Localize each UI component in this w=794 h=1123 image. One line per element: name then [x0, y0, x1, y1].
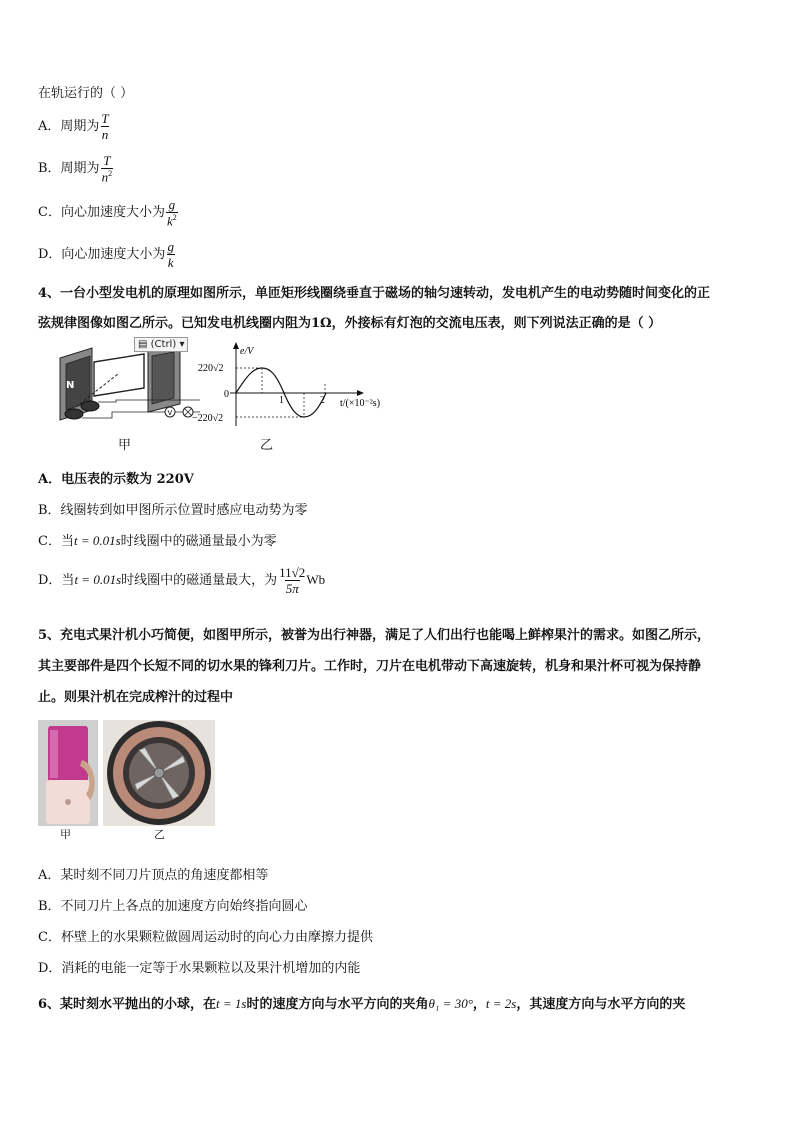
option-label: A．周期为: [38, 119, 100, 134]
generator-diagram: [52, 340, 200, 428]
emf-graph: [190, 340, 400, 430]
photo-caption: 乙: [154, 828, 165, 841]
q5-stem-line3: 止。则果汁机在完成榨汁的过程中: [38, 690, 234, 705]
q4-stem-line2: 弦规律图像如图乙所示。已知发电机线圈内阻为1Ω，外接标有灯泡的交流电压表，则下列说法正确的是（ ）: [38, 316, 662, 331]
q6-stem-line1: 6、某时刻水平抛出的小球，在t = 1s时的速度方向与水平方向的夹角θ₁ = 30°，t = 2s，其速度方向与水平方向的夹: [38, 996, 686, 1012]
x-tick-2: 2: [320, 395, 325, 406]
math-expression: t = 1s: [216, 996, 247, 1011]
origin-label: 0: [224, 389, 229, 400]
option-label: D．向心加速度大小为: [38, 247, 166, 262]
fraction: $\frac{g}{k}$: [167, 239, 174, 270]
x-tick-1: 1: [279, 395, 284, 406]
figure-caption: 乙: [260, 438, 274, 453]
q3-tail: 在轨运行的（ ）: [38, 86, 134, 101]
q4-option-b: B．线圈转到如甲图所示位置时感应电动势为零: [38, 503, 308, 518]
clipboard-icon: ▤: [138, 339, 148, 350]
q4-option-a: A．电压表的示数为 220V: [38, 472, 194, 487]
q4-option-d: D．当t = 0.01s时线圈中的磁通量最大，为 $\frac{11√2}{5\pi}$ Wb: [38, 565, 326, 596]
q3-option-c: [38, 198, 178, 227]
figure-caption: 甲: [118, 438, 132, 453]
option-label: B．周期为: [38, 161, 100, 177]
q5-option-b: B．不同刀片上各点的加速度方向始终指向圆心: [38, 899, 308, 914]
q5-option-a: A．某时刻不同刀片顶点的角速度都相等: [38, 868, 269, 883]
fraction: $\frac{g}{k^2}$: [166, 197, 177, 229]
svg-text:V: V: [167, 409, 173, 417]
photo-caption: 甲: [60, 828, 71, 841]
y-axis-label: e/V: [240, 346, 254, 357]
q3-option-d: [38, 240, 175, 269]
y-tick-max: 220√2: [198, 363, 224, 374]
fraction: $\frac{T}{n}$: [101, 111, 109, 142]
paste-options-tag[interactable]: ▤ (Ctrl) ▾: [134, 337, 188, 352]
q5-option-d: D．消耗的电能一定等于水果颗粒以及果汁机增加的内能: [38, 961, 361, 976]
coil: [94, 354, 144, 396]
math-expression: t = 0.01s: [74, 572, 122, 587]
q3-option-a: [38, 112, 110, 141]
blade-photo: [103, 720, 215, 826]
math-expression: t = 2s: [485, 996, 517, 1011]
fraction: $\frac{11√2}{5\pi}$: [279, 565, 306, 596]
y-tick-min: −220√2: [192, 413, 224, 424]
fraction: $\frac{T}{n^2}$: [101, 153, 113, 185]
magnet-label: N: [66, 380, 75, 391]
q5-stem-line1: 5、充电式果汁机小巧简便，如图甲所示，被誉为出行神器，满足了人们出行也能喝上鲜榨果汁的需求。如图乙所示，: [38, 628, 711, 643]
math-expression: t = 0.01s: [73, 533, 121, 548]
q5-stem-line2: 其主要部件是四个长短不同的切水果的锋利刀片。工作时，刀片在电机带动下高速旋转，机身和果汁杯可视为保持静: [38, 659, 702, 674]
juicer-photo: [38, 720, 98, 826]
option-label: C．向心加速度大小为: [38, 205, 165, 221]
math-expression: θ₁ = 30°: [428, 996, 473, 1011]
q4-stem-line1: 4、一台小型发电机的原理如图所示，单匝矩形线圈绕垂直于磁场的轴匀速转动，发电机产生的电动势随时间变化的正: [38, 286, 711, 301]
x-axis-label: t/(×10⁻²s): [340, 398, 381, 409]
q5-option-c: C．杯壁上的水果颗粒做圆周运动时的向心力由摩擦力提供: [38, 930, 373, 945]
q4-option-c: C．当t = 0.01s时线圈中的磁通量最小为零: [38, 533, 277, 549]
q3-option-b: [38, 154, 113, 183]
chevron-down-icon: ▾: [179, 339, 185, 350]
